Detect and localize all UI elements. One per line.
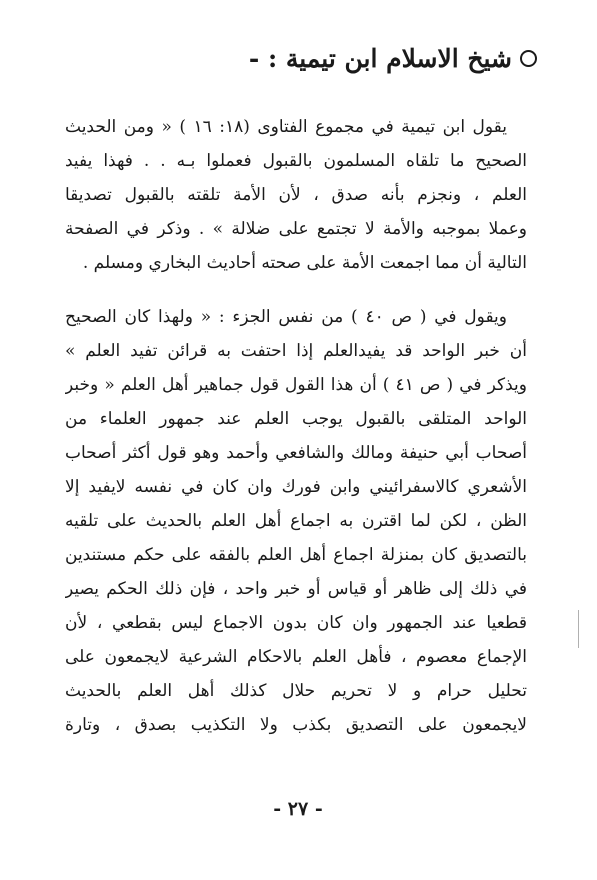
text-line: في ذلك إلى ظاهر أو قياس أو خبر واحد ، فإن ذلك الحكم يصير	[65, 579, 527, 599]
text-line: أصحاب أبي حنيفة ومالك والشافعي وأحمد وهو قول أكثر أصحاب	[65, 443, 527, 463]
text-line: الواحد المتلقى بالقبول يوجب العلم عند جمهور العلماء من	[65, 409, 527, 429]
text-line: الإجماع معصوم ، فأهل العلم بالاحكام الشرعية لايجمعون على	[65, 647, 527, 667]
text-line: ويقول في ( ص ٤٠ ) من نفس الجزء : « ولهذا كان الصحيح	[65, 307, 507, 327]
text-line: الصحيح ما تلقاه المسلمون بالقبول فعملوا بـه . . فهذا يفيد	[65, 151, 527, 171]
paragraph-1	[65, 110, 527, 280]
section-heading-text: شيخ الاسلام ابن تيمية : -	[248, 43, 512, 73]
text-line: الظن ، لكن لما اقترن به اجماع أهل العلم بالحديث على تلقيه	[65, 511, 527, 531]
text-line: الأشعري كالاسفرائيني وابن فورك وان كان في نفسه لايفيد إلا	[65, 477, 527, 497]
text-line: التالية أن مما اجمعت الأمة على صحته أحاديث البخاري ومسلم .	[82, 253, 527, 273]
text-line: وعملا بموجبه والأمة لا تجتمع على ضلالة » . وذكر في الصفحة	[65, 219, 527, 239]
text-line: العلم ، ونجزم بأنه صدق ، لأن الأمة تلقته بالقبول تصديقا	[65, 185, 527, 205]
text-line: يقول ابن تيمية في مجموع الفتاوى (١٨: ١٦ ) « ومن الحديث	[65, 117, 507, 137]
text-line: أن خبر الواحد قد يفيدالعلم إذا احتفت به قرائن تفيد العلم »	[65, 341, 527, 361]
text-line: تحليل حرام و لا تحريم حلال كذلك أهل العلم بالحديث	[65, 681, 527, 701]
paragraph-2	[65, 300, 527, 742]
section-heading	[57, 38, 537, 78]
margin-mark	[578, 610, 579, 648]
text-line: قطعيا عند الجمهور وان كان بدون الاجماع ليس بقطعي ، لأن	[65, 613, 527, 633]
circle-bullet-icon	[520, 50, 537, 67]
text-line: بالتصديق كان بمنزلة اجماع أهل العلم بالفقه على حكم مستندين	[65, 545, 527, 565]
text-line: لايجمعون على التصديق بكذب ولا التكذيب بصدق ، وتارة	[65, 715, 527, 735]
text-line: ويذكر في ( ص ٤١ ) أن هذا القول قول جماهير أهل العلم « وخبر	[65, 375, 527, 395]
page-number: - ٢٧ -	[273, 798, 323, 820]
